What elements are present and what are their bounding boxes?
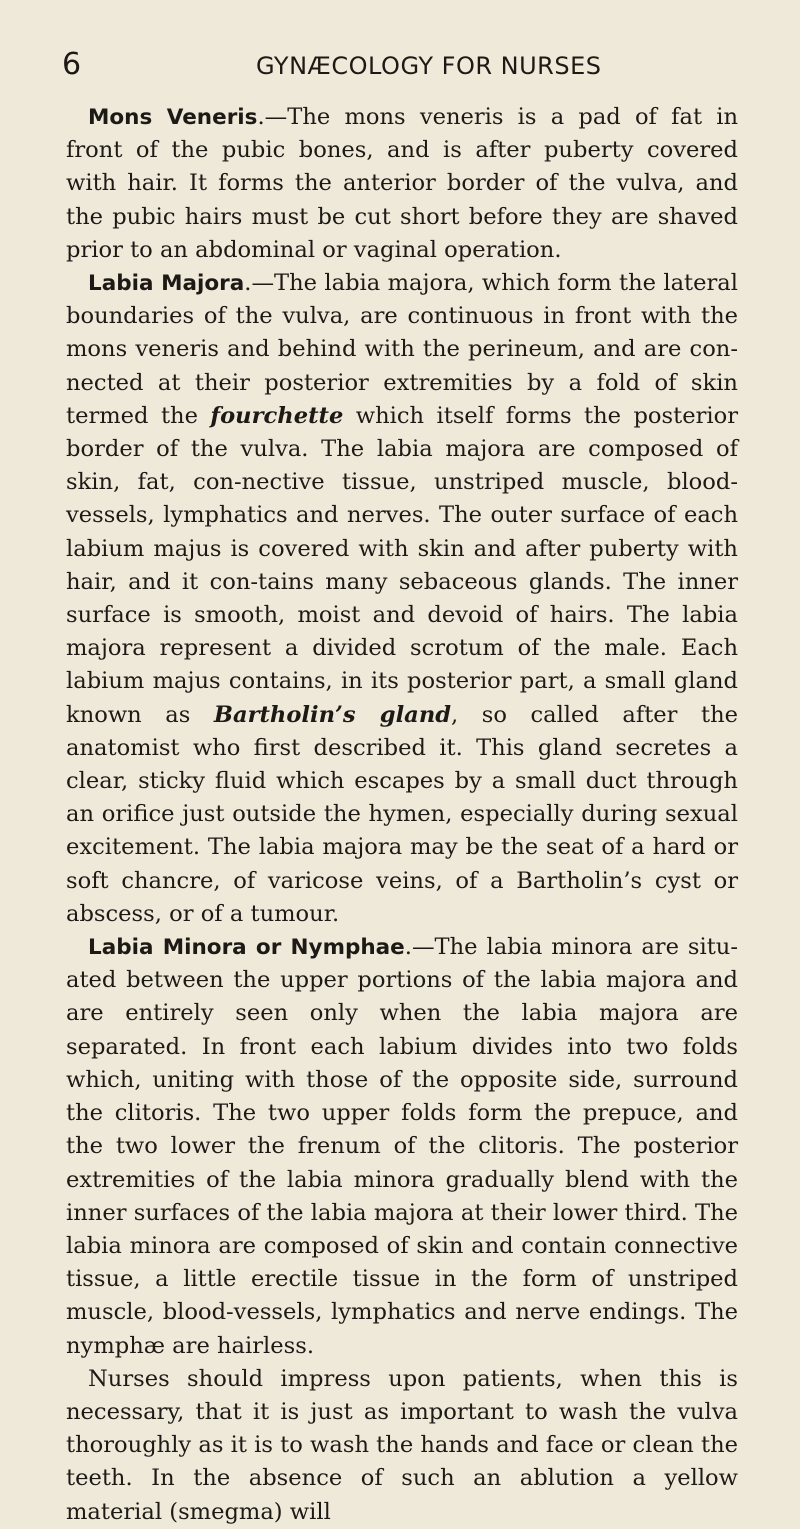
paragraph-text: , so called after the anatomist who first described it. This gland secretes a clear, sticky fluid which escapes by a small duct through an orifice just outside the hymen, especially during sexual excitement. The labia majora may be the seat of a hard or soft chancre, of varicose veins, of a Bartholin’s cyst or abscess, or of a tumour. [66,701,738,927]
paragraph-nurses [66,1363,738,1529]
paragraph-text: .—The mons veneris is a pad of fat in front of the pubic bones, and is after puberty covered with hair. It forms the anterior border of the vulva, and the pubic hairs must be cut short before they are shaved prior to an abdominal or vaginal operation. [66,104,738,263]
paragraph-text: Nurses should impress upon patients, when this is necessary, that it is just as important to wash the vulva thoroughly as it is to wash the hands and face or clean the teeth. In the absence of such an ablution a yellow material (smegma) will [66,1365,738,1525]
paragraph-text: .—The labia minora are situ-ated between the upper portions of the labia majora and are entirely seen only when the labia majora are separated. In front each labium divides into two folds which, uniting with those of the opposite side, surround the clitoris. The two upper folds form the prepuce, and the two lower the frenum of the clitoris. The posterior extremities of the labia minora gradually blend with the inner surfaces of the labia majora at their lower third. The labia minora are composed of skin and contain connective tissue, a little erectile tissue in the form of unstriped muscle, blood-vessels, lymphatics and nerve endings. The nymphæ are hairless. [66,934,738,1359]
running-head [62,47,734,83]
emphasis-term: Bartholin’s gland [213,701,452,728]
page-number: 6 [62,47,82,82]
paragraph-mons-veneris [66,101,738,267]
section-heading-labia-majora: Labia Majora [88,271,245,297]
paragraph-text: which itself forms the posterior border of the vulva. The labia majora are composed of skin, fat, con-nective tissue, unstriped muscle, blood-vessels, lymphatics and nerves. The outer surface of each labium majus is covered with skin and after puberty with hair, and it con-tains many sebaceous glands. The inner surface is smooth, moist and devoid of hairs. The labia majora represent a divided scrotum of the male. Each labium majus contains, in its posterior part, a small gland known as [66,402,739,728]
section-heading-labia-minora: Labia Minora or Nymphae [88,935,405,961]
section-heading-mons-veneris: Mons Veneris [88,105,258,130]
paragraph-text: .—The labia majora, which form the lateral boundaries of the vulva, are continuous in front with the mons veneris and behind with the perineum, and are con-nected at their posterior extremities by a fold of skin termed the [66,270,739,429]
emphasis-term: fourchette [210,402,344,429]
running-title: GYNÆCOLOGY FOR NURSES [256,52,602,80]
body-text [66,101,738,1529]
paragraph-labia-majora [66,267,738,931]
paragraph-labia-minora [66,931,738,1363]
